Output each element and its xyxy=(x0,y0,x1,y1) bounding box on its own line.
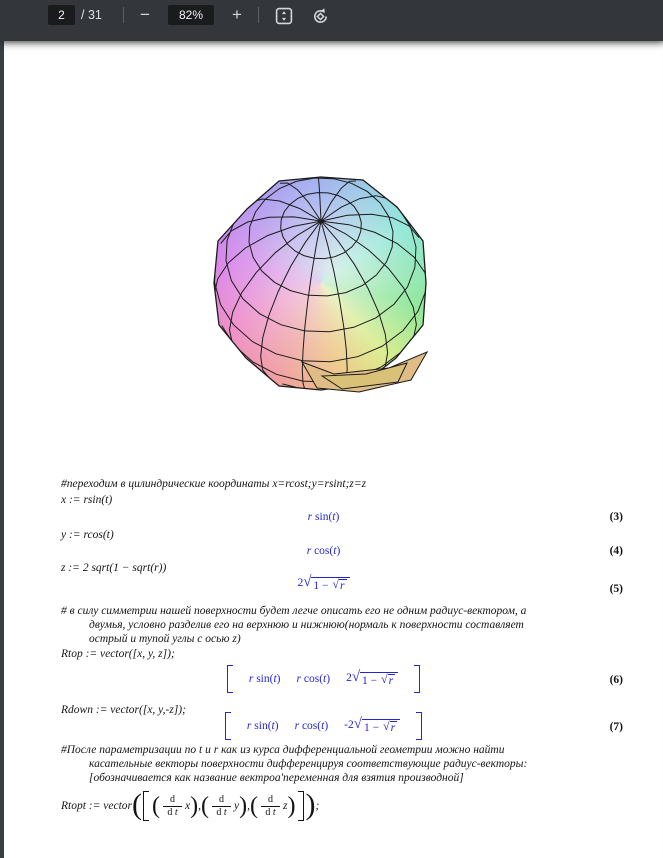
toolbar-separator xyxy=(258,7,259,23)
output-row-5 xyxy=(24,574,623,595)
math-output: r sin(t) xyxy=(307,511,340,523)
comment-line: #После параметризации по t и r как из курса дифференциальной геометрии можно найти xyxy=(61,744,505,756)
math-output-vector: r sin(t) r cos(t) 2 √ 1 − √ r xyxy=(227,665,420,693)
fit-to-page-icon xyxy=(275,12,293,29)
zoom-level-input[interactable]: 82% xyxy=(168,5,214,25)
input-line-y: y := rcos(t) xyxy=(61,529,114,541)
page-count-label: / 31 xyxy=(81,8,102,22)
comment-line: острый и тупой углы с осью z) xyxy=(89,633,241,645)
plot-wireframe xyxy=(206,168,436,398)
math-output-vector: r sin(t) r cos(t) -2 √ 1 − √ r xyxy=(225,712,422,740)
comment-line: двумья, условно разделив его на верхнюю и нижнюю(нормаль к поверхности составляет xyxy=(89,619,524,631)
comment-line: #переходим в цилиндрические координаты x=rcost;y=rsint;z=z xyxy=(61,478,367,490)
surface-plot-3d xyxy=(206,168,436,398)
rotate-page-button[interactable] xyxy=(310,7,330,25)
input-line-z: z := 2 sqrt(1 − sqrt(r)) xyxy=(61,562,167,574)
output-row-4 xyxy=(24,545,623,557)
fit-to-page-button[interactable] xyxy=(274,7,294,25)
zoom-out-button[interactable]: − xyxy=(140,5,150,24)
comment-line: [обозначивается как название вектроа'переменная для взятия производной] xyxy=(89,772,464,784)
equation-number: (7) xyxy=(609,721,623,733)
math-output: r cos(t) xyxy=(306,545,341,557)
zoom-in-button[interactable]: + xyxy=(232,5,242,24)
input-line-rdown: Rdown := vector([x, y,-z]); xyxy=(61,704,186,716)
equation-number: (3) xyxy=(609,511,623,523)
output-row-6 xyxy=(24,665,623,696)
input-line-rtopt: Rtopt := vector ( ( $\frac{d}{\text{d t}}$ x ) , ( $\frac{d}{\text{d t}}$ y ) , ( $\frac{d}{\text{d t}}$ z ) ) ; xyxy=(61,788,320,821)
input-line-rtop: Rtop := vector([x, y, z]); xyxy=(61,648,175,660)
pdf-page xyxy=(4,41,663,858)
pdf-toolbar xyxy=(0,0,663,41)
toolbar-separator xyxy=(123,7,124,23)
equation-number: (6) xyxy=(609,674,623,686)
rotate-counterclockwise-icon xyxy=(311,13,330,30)
input-line-x: x := rsin(t) xyxy=(61,494,113,506)
output-row-7 xyxy=(24,712,623,743)
equation-number: (5) xyxy=(609,583,623,595)
comment-line: касательные векторы поверхности дифференцируя соответствующие радиус-векторы: xyxy=(89,758,528,770)
output-row-3 xyxy=(24,511,623,523)
page-number-input[interactable]: 2 xyxy=(48,5,75,25)
equation-number: (4) xyxy=(609,545,623,557)
comment-line: # в силу симметрии нашей поверхности будет легче описать его не одним радиус-вектором, а xyxy=(61,605,527,617)
math-output: 2 √ 1 − √ r xyxy=(297,577,349,592)
